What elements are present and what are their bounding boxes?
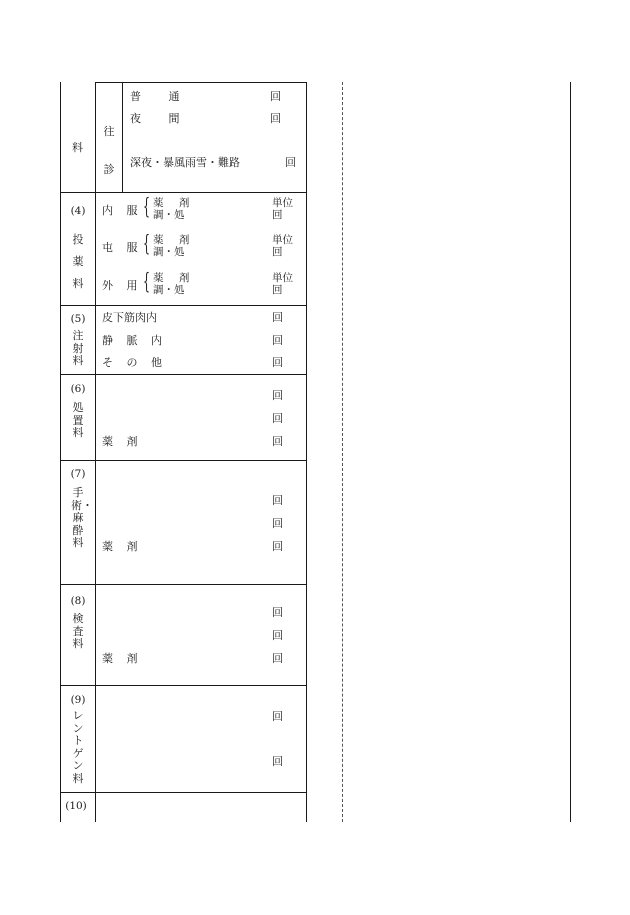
medication-item: 薬 剤 <box>153 234 190 246</box>
fee-header-label: 料 <box>72 141 83 154</box>
medication-item: 調・処 <box>153 209 185 221</box>
section-title: 処置料 <box>72 401 84 439</box>
medication-group-label: 屯 服 <box>102 241 138 254</box>
examination-unit: 回 <box>272 629 283 642</box>
surgery-unit: 回 <box>272 540 283 553</box>
section-number: (4) <box>70 205 86 217</box>
xray-unit: 回 <box>272 710 283 723</box>
section-title: 手術・麻酔料 <box>71 486 93 549</box>
medication-item: 調・処 <box>153 284 185 296</box>
section-number: (9) <box>70 694 86 706</box>
surgery-drug-label: 薬 剤 <box>102 540 138 553</box>
section-number: (10) <box>65 800 87 812</box>
section-number: (7) <box>70 468 86 480</box>
table-border-left <box>60 82 61 822</box>
section-title: 検査料 <box>72 612 84 650</box>
examination-unit: 回 <box>272 652 283 665</box>
treatment-unit: 回 <box>272 412 283 425</box>
dashed-divider <box>342 82 343 822</box>
visit-top-border <box>95 82 307 83</box>
row-divider <box>60 305 307 306</box>
section-title: 投薬料 <box>72 233 84 290</box>
injection-row-unit: 回 <box>272 356 283 369</box>
medication-unit: 単位 <box>272 197 293 209</box>
row-divider <box>60 460 307 461</box>
section-number: (5) <box>70 313 86 325</box>
brace-icon: { <box>143 232 150 257</box>
medication-group-label: 外 用 <box>102 279 138 292</box>
visit-row-label: 深夜・暴風雨雪・難路 <box>130 156 240 169</box>
visit-row-unit: 回 <box>285 156 296 169</box>
medication-unit: 回 <box>272 284 283 296</box>
examination-drug-label: 薬 剤 <box>102 652 138 665</box>
injection-row-label: 皮下筋肉内 <box>102 311 157 324</box>
row-divider <box>60 374 307 375</box>
medication-unit: 回 <box>272 246 283 258</box>
row-divider <box>60 584 307 585</box>
section-title: レントゲン料 <box>72 709 84 785</box>
brace-icon: { <box>143 195 150 220</box>
examination-unit: 回 <box>272 606 283 619</box>
injection-row-unit: 回 <box>272 334 283 347</box>
medication-unit: 回 <box>272 209 283 221</box>
visit-row-label: 普 通 <box>130 90 180 103</box>
table-border-right <box>306 82 307 822</box>
row-divider <box>60 792 307 793</box>
visit-row-label: 夜 間 <box>130 112 180 125</box>
row-divider <box>60 685 307 686</box>
visit-inner-divider <box>122 82 123 192</box>
brace-icon: { <box>143 270 150 295</box>
visit-row-unit: 回 <box>270 90 281 103</box>
medication-item: 調・処 <box>153 246 185 258</box>
section-number: (6) <box>70 383 86 395</box>
surgery-unit: 回 <box>272 494 283 507</box>
treatment-unit: 回 <box>272 389 283 402</box>
xray-unit: 回 <box>272 755 283 768</box>
treatment-unit: 回 <box>272 435 283 448</box>
injection-row-label: 静 脈 内 <box>102 334 162 347</box>
row-divider <box>60 192 307 193</box>
injection-row-unit: 回 <box>272 311 283 324</box>
visit-row-unit: 回 <box>270 112 281 125</box>
medication-item: 薬 剤 <box>153 197 190 209</box>
visit-category-label: 往診 <box>103 125 115 176</box>
surgery-unit: 回 <box>272 517 283 530</box>
medication-unit: 単位 <box>272 272 293 284</box>
right-border <box>570 82 571 822</box>
section-number: (8) <box>70 595 86 607</box>
medication-group-label: 内 服 <box>102 204 138 217</box>
column-divider <box>95 82 96 822</box>
section-title: 注射料 <box>72 329 84 367</box>
medication-item: 薬 剤 <box>153 272 190 284</box>
treatment-drug-label: 薬 剤 <box>102 435 138 448</box>
injection-row-label: そ の 他 <box>102 356 162 369</box>
medication-unit: 単位 <box>272 234 293 246</box>
